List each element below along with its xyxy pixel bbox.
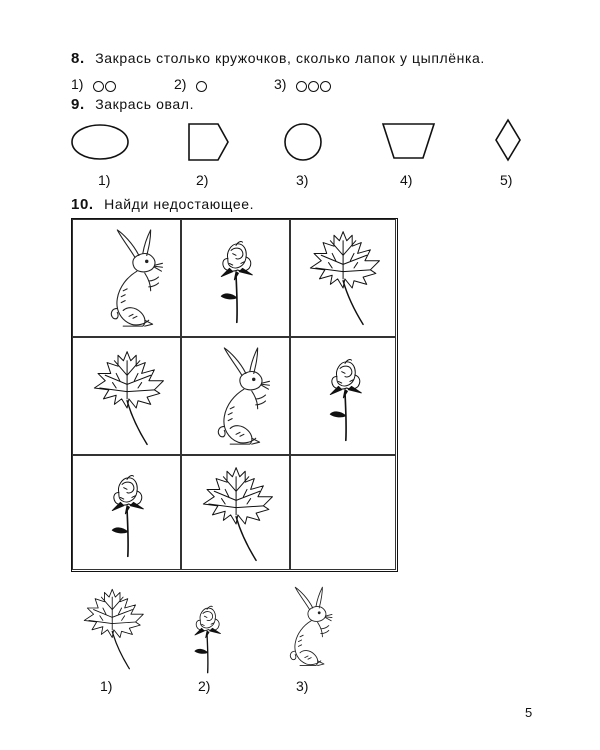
task-8-option-2[interactable] [174,76,208,93]
pattern-grid [71,218,398,572]
page-number: 5 [525,705,533,720]
circle-icon[interactable] [296,81,307,92]
grid-cell [181,219,290,337]
shape-label-3: 3) [296,172,309,188]
circle-icon[interactable] [105,81,116,92]
grid-cell-empty[interactable] [290,455,396,570]
circle-group [93,77,117,93]
rhombus-shape[interactable] [496,120,520,160]
circle-group [196,77,208,93]
task-9-shapes [68,118,538,168]
task-9-heading [71,96,194,113]
maple-leaf-icon [196,464,278,564]
maple-leaf-icon[interactable] [78,586,148,672]
grid-cell [72,455,181,570]
circle-icon[interactable] [320,81,331,92]
shape-label-5: 5) [500,172,513,188]
maple-leaf-icon [87,348,169,448]
task-8-text: Закрась столько кружочков, сколько лапок у цыплёнка. [95,50,485,66]
grid-cell [181,337,290,455]
task-8-option-3[interactable] [274,76,332,93]
maple-leaf-icon [303,228,385,328]
rose-icon [315,352,375,442]
option-label: 1) [71,76,84,92]
task-8-option-1[interactable] [71,76,117,93]
rabbit-icon [200,344,280,452]
circle-icon[interactable] [93,81,104,92]
task-9-number: 9. [71,96,85,113]
grid-cell [181,455,290,570]
oval-shape[interactable] [72,125,128,159]
shape-label-1: 1) [98,172,111,188]
task-10-heading [71,196,254,213]
trapezoid-shape[interactable] [383,124,434,158]
shape-label-2: 2) [196,172,209,188]
circle-icon[interactable] [196,81,207,92]
circle-group [296,77,332,93]
answer-label-1: 1) [100,678,113,694]
rose-icon [206,234,266,324]
rabbit-icon[interactable] [276,584,340,672]
rabbit-icon [93,226,173,334]
circle-shape[interactable] [285,124,321,160]
grid-cell [72,337,181,455]
rose-icon [97,468,157,558]
pentagon-shape[interactable] [189,124,228,160]
circle-icon[interactable] [308,81,319,92]
option-label: 2) [174,76,187,92]
task-9-text: Закрась овал. [95,96,195,112]
option-label: 3) [274,76,287,92]
rose-icon[interactable] [182,600,232,674]
grid-cell [290,337,396,455]
task-10-text: Найди недостающее. [104,196,255,212]
grid-cell [72,219,181,337]
task-10-number: 10. [71,196,94,213]
task-8-number: 8. [71,50,85,67]
grid-cell [290,219,396,337]
answer-label-3: 3) [296,678,309,694]
answer-label-2: 2) [198,678,211,694]
task-8-heading [71,50,485,67]
shape-label-4: 4) [400,172,413,188]
